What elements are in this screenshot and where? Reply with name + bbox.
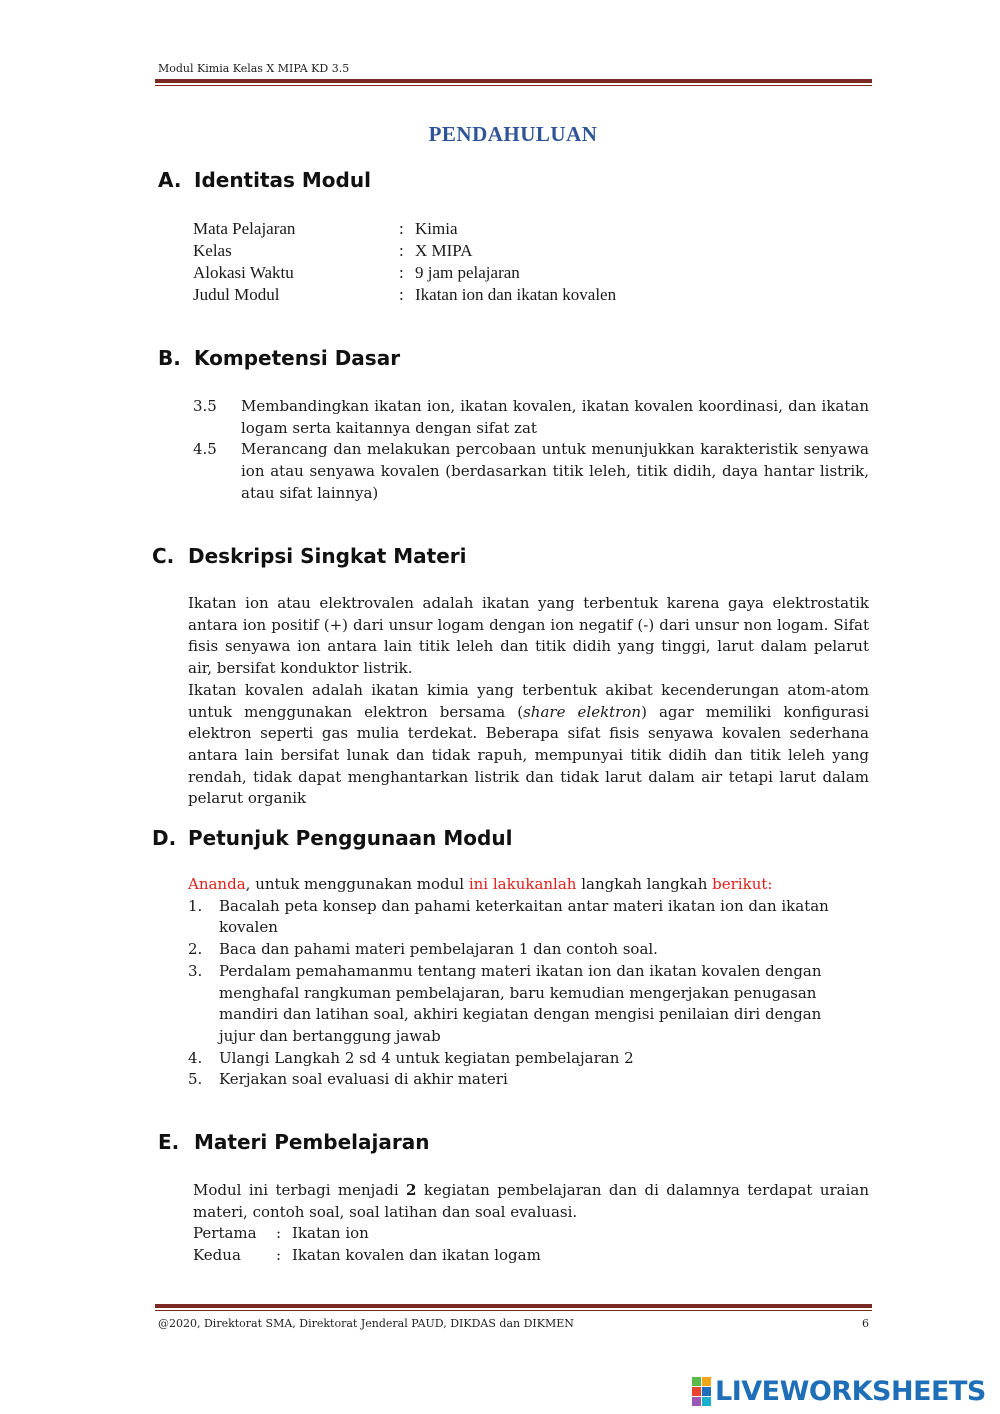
instruction-step: 5. Kerjakan soal evaluasi di akhir materi (188, 1070, 508, 1089)
identity-row: Alokasi Waktu : 9 jam pelajaran (193, 263, 520, 282)
footer-copyright: @2020, Direktorat SMA, Direktorat Jenderal PAUD, DIKDAS dan DIKMEN (158, 1317, 574, 1330)
instruction-step: 3. Perdalam pemahamanmu tentang materi ikatan ion dan ikatan kovalen dengan menghafal rangkuman pembelajaran, baru kemudian mengerjakan penugasan mandiri dan latihan soal, akhiri kegiatan dengan mengisi penilaian diri dengan jujur dan bertanggung jawab (188, 961, 822, 1045)
section-a-heading: A. Identitas Modul (158, 168, 371, 192)
identity-row: Judul Modul : Ikatan ion dan ikatan kovalen (193, 285, 617, 304)
competency-list (193, 396, 869, 505)
footer-rule (155, 1304, 872, 1311)
header-rule (155, 79, 872, 86)
instruction-step: 1. Bacalah peta konsep dan pahami keterkaitan antar materi ikatan ion dan ikatan kovalen (188, 896, 829, 937)
running-header: Modul Kimia Kelas X MIPA KD 3.5 (158, 62, 350, 75)
page-title: PENDAHULUAN (428, 122, 598, 146)
section-c-heading: C. Deskripsi Singkat Materi (152, 544, 467, 568)
liveworksheets-logo (692, 1376, 986, 1407)
logo-blocks-icon (692, 1377, 711, 1406)
instructions-intro: Ananda, untuk menggunakan modul ini lakukanlah langkah langkah berikut: (188, 875, 773, 893)
instruction-step: 2. Baca dan pahami materi pembelajaran 1 dan contoh soal. (188, 940, 658, 959)
identity-row: Mata Pelajaran : Kimia (193, 219, 458, 238)
instruction-step: 4. Ulangi Langkah 2 sd 4 untuk kegiatan pembelajaran 2 (188, 1048, 634, 1067)
material-intro: Modul ini terbagi menjadi 2 kegiatan pembelajaran dan di dalamnya terdapat uraian materi, contoh soal, soal latihan dan soal evaluasi. (193, 1181, 869, 1221)
identity-row: Kelas : X MIPA (193, 241, 473, 260)
material-part: Pertama : Ikatan ion (193, 1224, 369, 1243)
competency-item: 4.5 Merancang dan melakukan percobaan untuk menunjukkan karakteristik senyawa ion atau senyawa kovalen (berdasarkan titik leleh, titik didih, daya hantar listrik, atau sifat lainnya) (193, 440, 869, 502)
learning-material (193, 1180, 869, 1267)
section-b-heading: B. Kompetensi Dasar (158, 346, 401, 370)
logo-text: LIVEWORKSHEETS (715, 1376, 986, 1407)
module-identity-table (193, 218, 616, 306)
usage-instructions (188, 874, 848, 1091)
description-paragraph: Ikatan kovalen adalah ikatan kimia yang terbentuk akibat kecenderungan atom-atom untuk menggunakan elektron bersama (share elektron) agar memiliki konfigurasi elektron seperti gas mulia terdekat. Beberapa sifat fisis senyawa kovalen sederhana antara lain bersifat lunak dan tidak rapuh, mempunyai titik didih dan titik leleh yang rendah, tidak dapat menghantarkan listrik dan tidak larut dalam air tetapi larut dalam pelarut organik (188, 680, 870, 808)
material-description (188, 593, 869, 810)
section-e-heading: E. Materi Pembelajaran (158, 1130, 430, 1154)
description-paragraph: Ikatan ion atau elektrovalen adalah ikatan yang terbentuk karena gaya elektrostatik antara ion positif (+) dari unsur logam dengan ion negatif (-) dari unsur non logam. Sifat fisis senyawa ion antara lain titik leleh dan titik didih yang tinggi, larut dalam pelarut air, bersifat konduktor listrik. (188, 594, 869, 678)
material-part: Kedua : Ikatan kovalen dan ikatan logam (193, 1246, 541, 1265)
page-number: 6 (862, 1317, 869, 1330)
competency-item: 3.5 Membandingkan ikatan ion, ikatan kovalen, ikatan kovalen koordinasi, dan ikatan logam serta kaitannya dengan sifat zat (193, 397, 869, 437)
section-d-heading: D. Petunjuk Penggunaan Modul (152, 826, 513, 850)
